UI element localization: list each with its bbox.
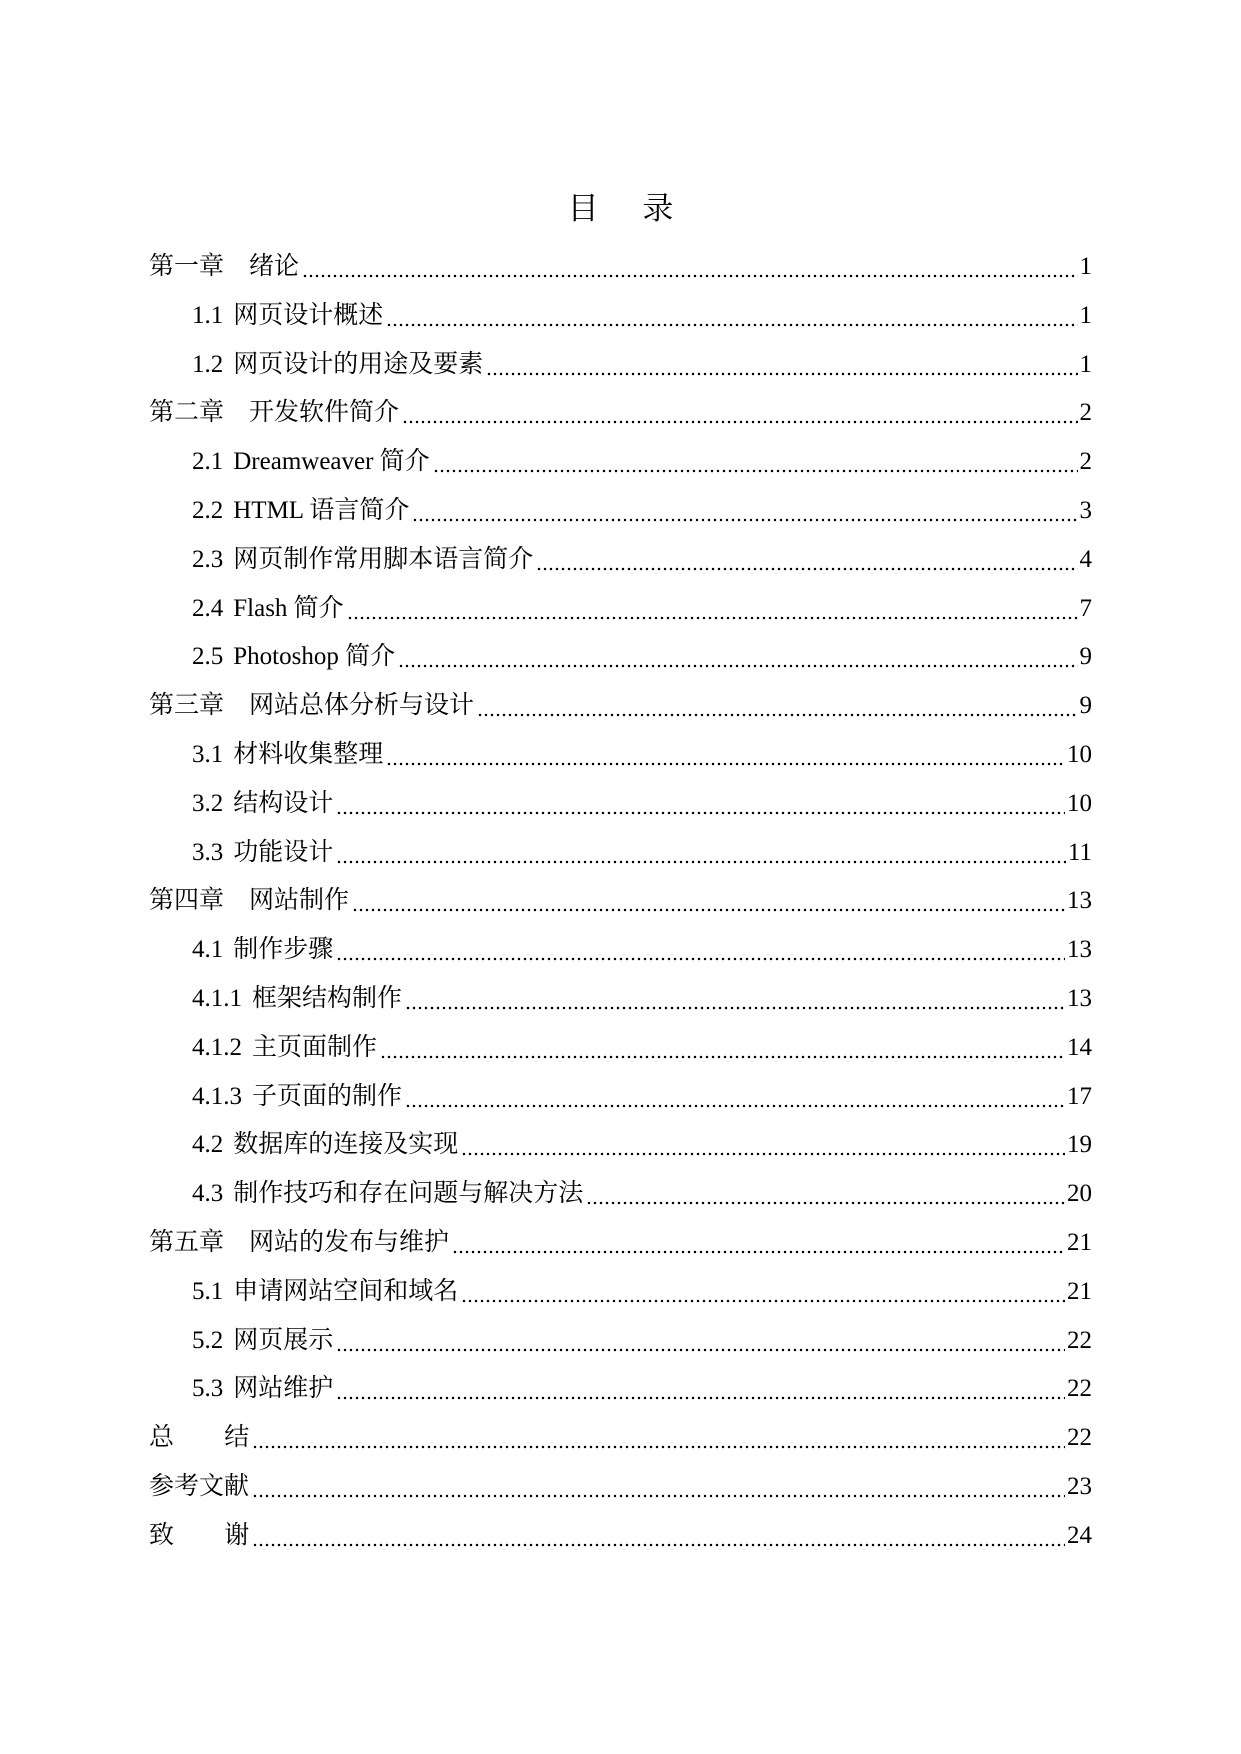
toc-chapter-entry	[149, 243, 1092, 292]
toc-entry-page-number: 9	[1079, 692, 1092, 720]
dot-leader	[402, 389, 1077, 438]
toc-entry-number: 1.2	[192, 350, 224, 378]
toc-entry-title: 网站制作	[249, 887, 350, 915]
toc-entry-number: 5.2	[192, 1326, 224, 1354]
toc-entry-number: 第三章	[149, 692, 225, 720]
toc-entry-title: 网页制作常用脚本语言简介	[233, 545, 534, 573]
dot-leader	[347, 585, 1078, 634]
toc-entry-page-number: 17	[1067, 1082, 1092, 1110]
toc-chapter-entry	[149, 877, 1092, 926]
toc-chapter-entry	[149, 1414, 1092, 1463]
toc-entry-number: 5.1	[192, 1277, 224, 1305]
toc-entry-page-number: 19	[1067, 1131, 1092, 1159]
toc-section-entry	[149, 1268, 1092, 1317]
toc-entry-number: 4.1.1	[192, 984, 242, 1012]
toc-entry-page-number: 1	[1079, 253, 1092, 280]
toc-entry-page-number: 21	[1067, 1228, 1092, 1256]
toc-entry-title: Flash 简介	[233, 594, 344, 622]
toc-section-entry	[149, 438, 1092, 487]
dot-leader	[336, 780, 1065, 829]
toc-entry-number: 2.5	[192, 643, 224, 671]
toc-section-entry	[149, 1073, 1092, 1122]
toc-entry-page-number: 7	[1079, 594, 1092, 622]
dot-leader	[405, 975, 1065, 1024]
toc-entry-page-number: 9	[1079, 643, 1092, 671]
dot-leader	[336, 926, 1065, 975]
toc-entry-title: 制作步骤	[233, 936, 334, 964]
dot-leader	[452, 1219, 1065, 1268]
toc-entry-page-number: 2	[1079, 399, 1092, 427]
dot-leader	[302, 243, 1077, 292]
toc-entry-page-number: 10	[1067, 740, 1092, 768]
toc-entry-number: 4.1.2	[192, 1033, 242, 1061]
toc-entry-number: 第四章	[149, 887, 225, 915]
toc-section-entry	[149, 536, 1092, 585]
toc-entry-title: 网站维护	[233, 1375, 334, 1403]
toc-entry-page-number: 21	[1067, 1277, 1092, 1305]
toc-entry-number: 4.1.3	[192, 1082, 242, 1110]
toc-chapter-entry	[149, 1463, 1092, 1512]
toc-entry-number: 2.2	[192, 496, 224, 524]
toc-section-entry	[149, 1317, 1092, 1366]
toc-entry-page-number: 10	[1067, 789, 1092, 817]
toc-entry-title: 子页面的制作	[252, 1082, 403, 1110]
dot-leader	[477, 682, 1077, 731]
toc-entry-title: 网站的发布与维护	[249, 1228, 450, 1256]
toc-section-entry	[149, 926, 1092, 975]
dot-leader	[336, 829, 1066, 878]
toc-entry-page-number: 20	[1067, 1180, 1092, 1208]
toc-entry-number: 5.3	[192, 1375, 224, 1403]
toc-entry-title: 网页设计概述	[233, 301, 384, 329]
toc-section-entry	[149, 292, 1092, 341]
toc-section-entry	[149, 1024, 1092, 1073]
toc-entry-title: 网站总体分析与设计	[249, 692, 475, 720]
toc-section-entry	[149, 829, 1092, 878]
dot-leader	[586, 1170, 1065, 1219]
toc-entry-title: 总 结	[149, 1424, 250, 1452]
toc-entry-title: 框架结构制作	[252, 984, 403, 1012]
toc-chapter-entry	[149, 389, 1092, 438]
dot-leader	[386, 292, 1077, 341]
toc-entry-page-number: 1	[1079, 301, 1092, 329]
toc-section-entry	[149, 1121, 1092, 1170]
dot-leader	[380, 1024, 1065, 1073]
dot-leader	[336, 1317, 1065, 1366]
toc-entry-title: Photoshop 简介	[233, 643, 396, 671]
toc-section-entry	[149, 1365, 1092, 1414]
dot-leader	[536, 536, 1077, 585]
toc-entry-page-number: 14	[1067, 1033, 1092, 1061]
toc-chapter-entry	[149, 1219, 1092, 1268]
toc-entry-number: 2.1	[192, 448, 224, 476]
toc-entry-number: 4.1	[192, 936, 224, 964]
toc-entry-page-number: 24	[1067, 1521, 1092, 1549]
toc-section-entry	[149, 487, 1092, 536]
table-of-contents	[149, 243, 1092, 1561]
toc-entry-page-number: 23	[1067, 1472, 1092, 1500]
toc-section-entry	[149, 780, 1092, 829]
toc-section-entry	[149, 633, 1092, 682]
toc-entry-number: 2.3	[192, 545, 224, 573]
toc-section-entry	[149, 1170, 1092, 1219]
toc-entry-page-number: 2	[1079, 448, 1092, 476]
toc-entry-title: 网页展示	[233, 1326, 334, 1354]
toc-entry-title: 参考文献	[149, 1472, 250, 1500]
toc-entry-page-number: 22	[1067, 1375, 1092, 1403]
page-title: 目 录	[567, 191, 674, 226]
toc-entry-number: 3.2	[192, 789, 224, 817]
toc-entry-title: 开发软件简介	[249, 399, 400, 427]
dot-leader	[336, 1365, 1065, 1414]
toc-entry-page-number: 13	[1067, 936, 1092, 964]
toc-entry-title: 网页设计的用途及要素	[233, 350, 484, 378]
toc-entry-title: 主页面制作	[252, 1033, 378, 1061]
toc-entry-page-number: 13	[1067, 887, 1092, 915]
toc-entry-page-number: 13	[1067, 984, 1092, 1012]
toc-entry-number: 第五章	[149, 1228, 225, 1256]
toc-entry-number: 4.3	[192, 1180, 224, 1208]
toc-entry-title: 数据库的连接及实现	[233, 1131, 459, 1159]
dot-leader	[405, 1073, 1065, 1122]
toc-section-entry	[149, 341, 1092, 390]
toc-section-entry	[149, 975, 1092, 1024]
toc-entry-title: 申请网站空间和域名	[233, 1277, 459, 1305]
toc-entry-page-number: 3	[1079, 496, 1092, 524]
toc-section-entry	[149, 731, 1092, 780]
toc-entry-number: 1.1	[192, 301, 224, 329]
toc-entry-title: Dreamweaver 简介	[233, 448, 430, 476]
dot-leader	[352, 877, 1065, 926]
toc-entry-page-number: 22	[1067, 1326, 1092, 1354]
dot-leader	[461, 1121, 1065, 1170]
toc-entry-number: 第一章	[149, 253, 225, 280]
toc-entry-title: 功能设计	[233, 838, 334, 866]
toc-entry-number: 3.3	[192, 838, 224, 866]
toc-entry-title: 材料收集整理	[233, 740, 384, 768]
dot-leader	[252, 1463, 1065, 1512]
toc-entry-title: 制作技巧和存在问题与解决方法	[233, 1180, 584, 1208]
toc-entry-number: 第二章	[149, 399, 225, 427]
toc-entry-title: HTML 语言简介	[233, 496, 410, 524]
toc-entry-number: 2.4	[192, 594, 224, 622]
dot-leader	[386, 731, 1065, 780]
toc-entry-page-number: 11	[1067, 838, 1092, 866]
toc-entry-number: 3.1	[192, 740, 224, 768]
toc-chapter-entry	[149, 682, 1092, 731]
dot-leader	[252, 1512, 1065, 1561]
toc-entry-title: 绪论	[249, 253, 300, 280]
toc-section-entry	[149, 585, 1092, 634]
toc-entry-page-number: 22	[1067, 1424, 1092, 1452]
dot-leader	[398, 633, 1077, 682]
toc-entry-title: 致 谢	[149, 1521, 250, 1549]
toc-entry-page-number: 4	[1079, 545, 1092, 573]
toc-chapter-entry	[149, 1512, 1092, 1561]
dot-leader	[412, 487, 1077, 536]
toc-entry-number: 4.2	[192, 1131, 224, 1159]
toc-entry-page-number: 1	[1079, 350, 1092, 378]
dot-leader	[252, 1414, 1065, 1463]
toc-entry-title: 结构设计	[233, 789, 334, 817]
dot-leader	[486, 341, 1077, 390]
dot-leader	[461, 1268, 1065, 1317]
dot-leader	[433, 438, 1078, 487]
